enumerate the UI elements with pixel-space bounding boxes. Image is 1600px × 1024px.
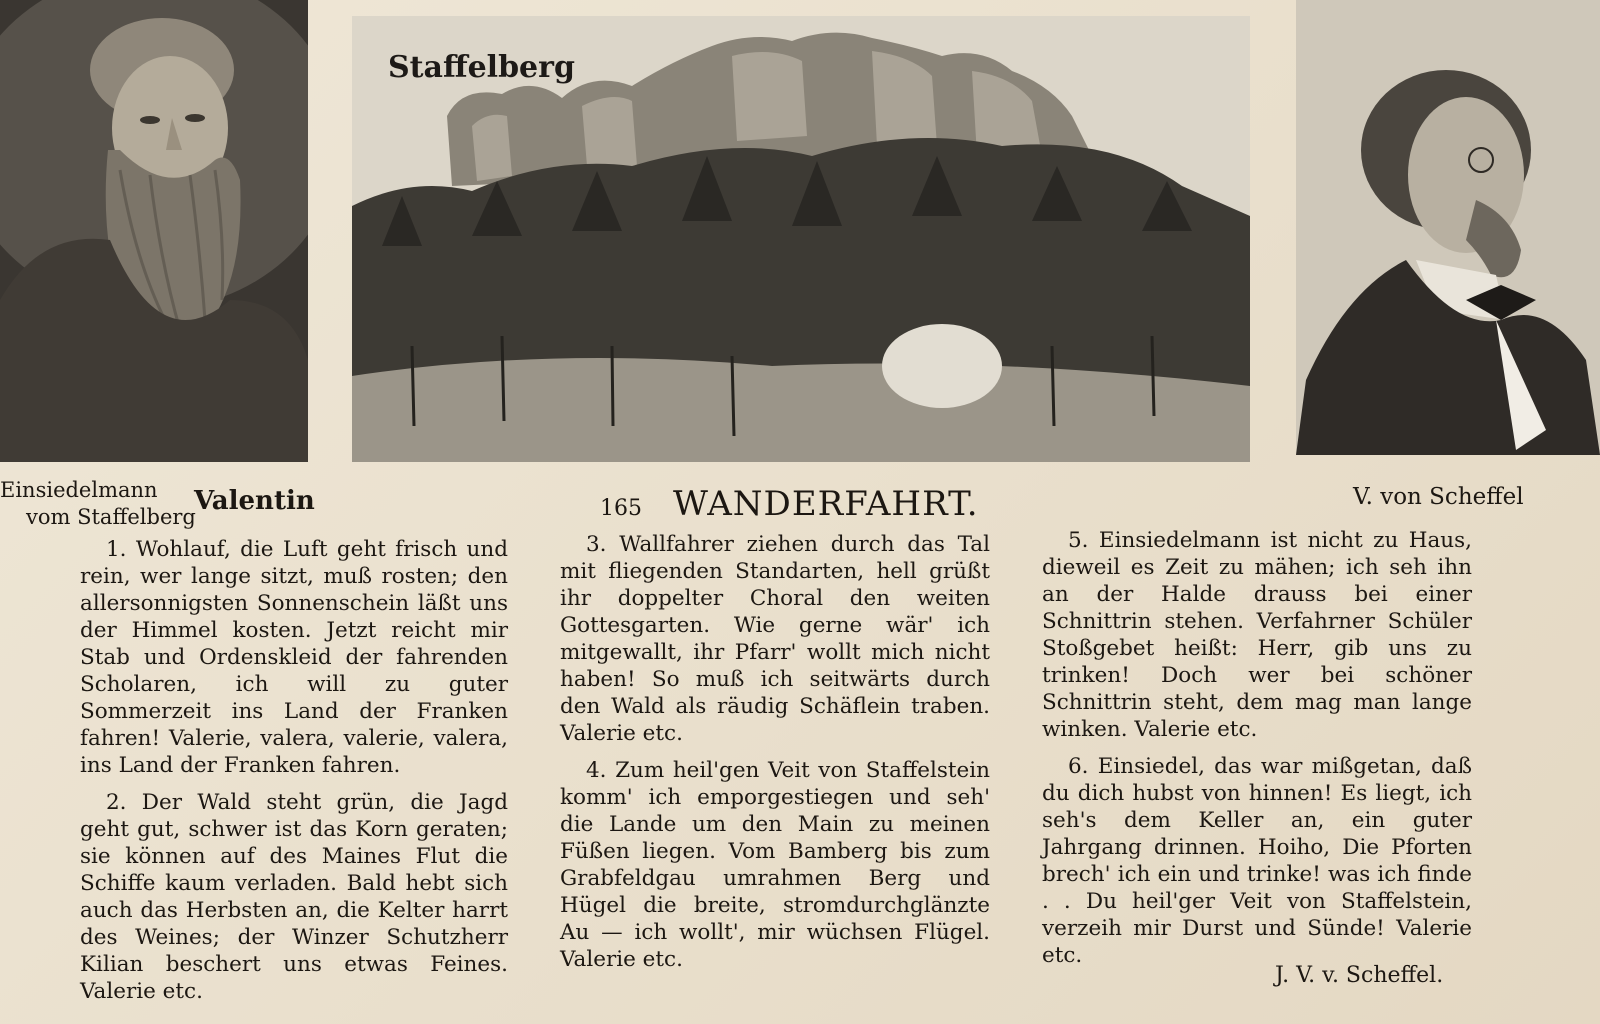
- scheffel-portrait-photo: [1296, 0, 1600, 455]
- verse-5: 5. Einsiedelmann ist nicht zu Haus, dieweil es Zeit zu mähen; ich seh ihn an der Halde drauss bei einer Schnittrin stehen. Verfahrner Schüler Stoßgebet heißt: Herr, gib uns zu trinken! Doch wer bei schöner Schnittrin steht, dem mag man lange winken. Valerie etc.: [1042, 528, 1472, 742]
- verse-2: 2. Der Wald steht grün, die Jagd geht gut, schwer ist das Korn geraten; sie können auf des Maines Flut die Schiffe kaum verladen. Bald hebt sich auch das Herbsten an, die Kelter harrt des Weines; der Winzer Schutzherr Kilian beschert uns etwas Feines. Valerie etc.: [80, 790, 508, 1004]
- song-number: 165: [600, 496, 642, 521]
- verse-4: 4. Zum heil'gen Veit von Staffelstein komm' ich emporgestiegen und seh' die Lande um den Main zu meinen Füßen liegen. Vom Bamberg bis zum Grabfeldgau umrahmen Berg und Hügel die breite, stromdurchglänzte Au — ich wollt', mir wüchsen Flügel. Valerie etc.: [560, 758, 990, 972]
- photo-title: Staffelberg: [388, 50, 575, 85]
- author-signature: J. V. v. Scheffel.: [1275, 963, 1444, 988]
- hermit-portrait-photo: [0, 0, 308, 462]
- verse-1: 1. Wohlauf, die Luft geht frisch und rein, wer lange sitzt, muß rosten; den allersonnigsten Sonnenschein läßt uns der Himmel kosten. Jetzt reicht mir Stab und Ordenskleid der fahrenden Scholaren, ich will zu guter Sommerzeit ins Land der Franken fahren! Valerie, valera, valerie, valera, ins Land der Franken fahren.: [80, 537, 508, 778]
- scheffel-caption: V. von Scheffel: [1353, 484, 1524, 510]
- verse-column-3: [1042, 527, 1472, 979]
- hermit-caption-line1: Einsiedelmann: [0, 478, 158, 502]
- verse-column-2: [560, 531, 990, 983]
- scheffel-portrait-image: [1296, 0, 1600, 455]
- verse-column-1: [80, 536, 508, 1015]
- hermit-portrait-image: [0, 0, 308, 462]
- hermit-caption-name: Valentin: [194, 486, 315, 516]
- hermit-caption-line2: vom Staffelberg: [26, 505, 196, 529]
- verse-6: 6. Einsiedel, das war mißgetan, daß du dich hubst von hinnen! Es liegt, ich seh's dem Keller an, ein guter Jahrgang drinnen. Hoiho, Die Pforten brech' ich ein und trinke! was ich finde . . Du heil'ger Veit von Staffelstein, verzeih mir Durst und Sünde! Valerie etc.: [1042, 754, 1472, 968]
- verse-3: 3. Wallfahrer ziehen durch das Tal mit fliegenden Standarten, hell grüßt ihr doppelter Choral den weiten Gottesgarten. Wie gerne wär' ich mitgewallt, ihr Pfarr' wollt mich nicht haben! So muß ich seitwärts durch den Wald als räudig Schäflein traben. Valerie etc.: [560, 532, 990, 746]
- song-title: WANDERFAHRT.: [673, 484, 979, 524]
